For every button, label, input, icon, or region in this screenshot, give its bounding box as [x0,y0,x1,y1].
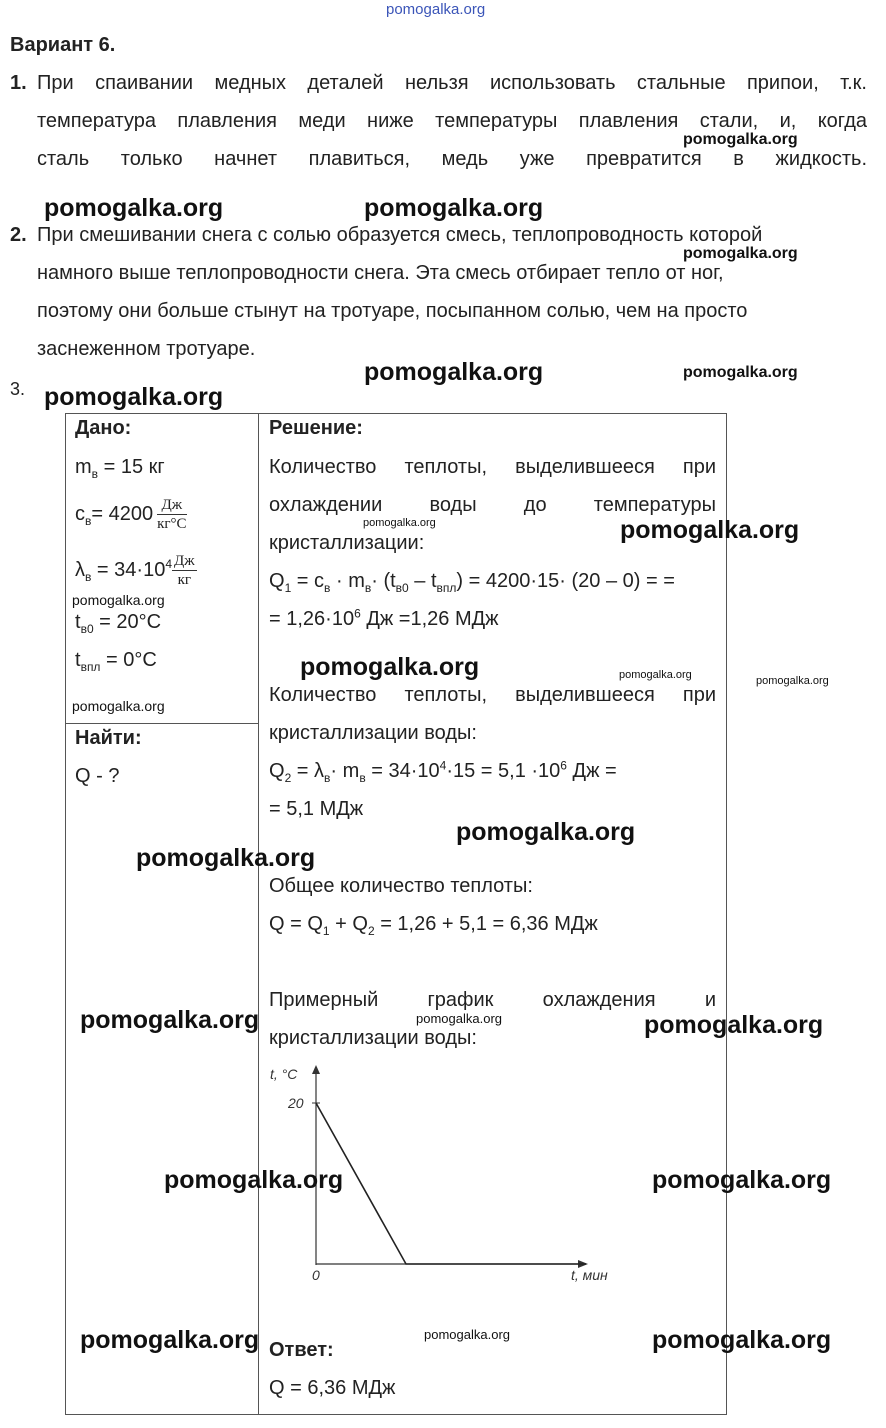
watermark: pomogalka.org [364,194,544,222]
subscript: в [85,513,92,528]
given-heading: Дано: [75,417,132,439]
problem-number: 2. [10,224,27,246]
problem-2-line: поэтому они больше стынут на тротуаре, посыпанном солью, чем на просто [37,300,748,322]
watermark: pomogalka.org [619,669,692,681]
given-melting-temp [75,649,157,674]
solution-text: Общее количество теплоты: [269,875,533,897]
table-divider [65,723,258,724]
s: впл [436,581,457,595]
t: + Q [329,913,368,935]
denominator: кг [177,572,192,588]
problem-number: 3. [10,379,26,399]
watermark: pomogalka.org [620,516,800,544]
given-initial-temp [75,611,162,636]
watermark: pomogalka.org [44,194,224,222]
solution-text: кристаллизации: [269,532,425,554]
t: · m [330,570,365,592]
subscript: в [91,467,99,481]
find-heading: Найти: [75,727,142,749]
table-border [65,413,66,1415]
solution-text: Примерный график охлаждения и [269,989,716,1011]
s: в [359,771,366,785]
table-border [726,413,727,1415]
solution-text: кристаллизации воды: [269,1027,477,1049]
subscript: впл [80,660,101,674]
table-border [65,413,727,414]
table-divider [258,413,259,1415]
t: · m [330,760,360,782]
answer-value: Q = 6,36 МДж [269,1377,396,1399]
t: – t [408,570,437,592]
table-border [65,1414,727,1415]
watermark: pomogalka.org [416,1011,502,1026]
t: Дж =1,26 МДж [360,608,499,630]
y-tick-label: 20 [288,1095,304,1111]
s: в [324,771,331,785]
watermark: pomogalka.org [652,1326,832,1354]
s: в [364,581,372,595]
numerator: Дж [174,553,195,569]
t: = c [291,570,325,592]
problem-number: 1. [10,72,27,94]
watermark: pomogalka.org [80,1326,260,1354]
t: = 1,26·10 [269,608,355,630]
superscript: 4 [165,557,173,572]
solution-text: кристаллизации воды: [269,722,477,744]
solution-text: Количество теплоты, выделившееся при [269,684,716,706]
s: 2 [367,924,375,938]
s: 1 [284,581,292,595]
s: 6 [560,758,567,773]
watermark: pomogalka.org [72,592,165,608]
value: = 20°C [93,611,162,633]
t: Q [269,570,285,592]
problem-1-line: температура плавления меди ниже температуры плавления стали, и, когда [37,110,867,132]
unit-fraction [172,552,197,589]
solution-heading: Решение: [269,417,363,439]
s: 6 [354,606,361,621]
value: = 34·10 [91,558,166,581]
value: = 15 кг [98,456,165,478]
formula-q1 [269,570,675,595]
problem-2-line: заснеженном тротуаре. [37,338,256,360]
symbol: λ [75,558,85,581]
answer-heading: Ответ: [269,1339,334,1361]
s: 2 [284,771,292,785]
watermark: pomogalka.org [456,818,636,846]
t: Q [269,760,285,782]
formula-q1-result [269,608,499,630]
solution-text: Количество теплоты, выделившееся при [269,456,716,478]
watermark: pomogalka.org [424,1327,510,1342]
y-axis-label: t, °C [270,1066,298,1082]
watermark: pomogalka.org [80,1006,260,1034]
t: ) = 4200·15· (20 – 0) = = [456,570,675,592]
x-axis-label: t, мин [571,1267,608,1283]
s: 4 [439,758,447,773]
symbol: t [75,611,81,633]
t: = 1,26 + 5,1 = 6,36 МДж [374,913,598,935]
problem-1-line: При спаивании медных деталей нельзя использовать стальные припои, т.к. [37,72,867,94]
find-value: Q - ? [75,765,120,787]
unit-fraction [157,496,186,533]
t: = 34·10 [365,760,440,782]
t: Дж = [566,760,617,782]
subscript: в [85,569,92,584]
t: · (t [371,570,396,592]
watermark: pomogalka.org [300,653,480,681]
s: 1 [322,924,330,938]
watermark: pomogalka.org [683,364,798,381]
numerator: Дж [157,496,186,515]
watermark: pomogalka.org [164,1166,344,1194]
value: = 4200 [91,502,154,525]
variant-title: Вариант 6. [10,34,116,56]
watermark: pomogalka.org [364,358,544,386]
t: ·15 = 5,1 ·10 [446,760,561,782]
t: = λ [291,760,325,782]
y-axis-arrow [312,1065,320,1074]
x-tick-label: 0 [312,1267,320,1283]
problem-2-line: При смешивании снега с солью образуется смесь, теплопроводность которой [37,224,763,246]
s: в0 [395,581,409,595]
given-mass [75,456,165,481]
t: Q = Q [269,913,323,935]
subscript: в0 [80,622,94,636]
symbol: c [75,502,85,525]
watermark: pomogalka.org [363,517,436,529]
symbol: t [75,649,81,671]
given-heat-capacity [75,496,187,533]
solution-text: охлаждении воды до температуры [269,494,716,516]
series-line [316,1103,586,1264]
formula-q2 [269,758,617,785]
given-latent-heat [75,552,197,589]
watermark: pomogalka.org [683,245,798,262]
value: = 0°C [100,649,157,671]
watermark: pomogalka.org [756,675,829,687]
watermark: pomogalka.org [136,844,316,872]
problem-2-line: намного выше теплопроводности снега. Эта смесь отбирает тепло от ног, [37,262,724,284]
watermark: pomogalka.org [72,698,165,714]
watermark: pomogalka.org [644,1011,824,1039]
formula-total [269,913,598,938]
problem-1-line: сталь только начнет плавиться, медь уже превратится в жидкость. [37,148,867,170]
watermark: pomogalka.org [44,383,224,411]
symbol: m [75,456,92,478]
watermark: pomogalka.org [652,1166,832,1194]
denominator: кг°C [157,516,187,532]
formula-q2-result: = 5,1 МДж [269,798,364,820]
watermark: pomogalka.org [683,131,798,148]
site-header-link[interactable]: pomogalka.org [386,1,486,18]
s: в [324,581,331,595]
